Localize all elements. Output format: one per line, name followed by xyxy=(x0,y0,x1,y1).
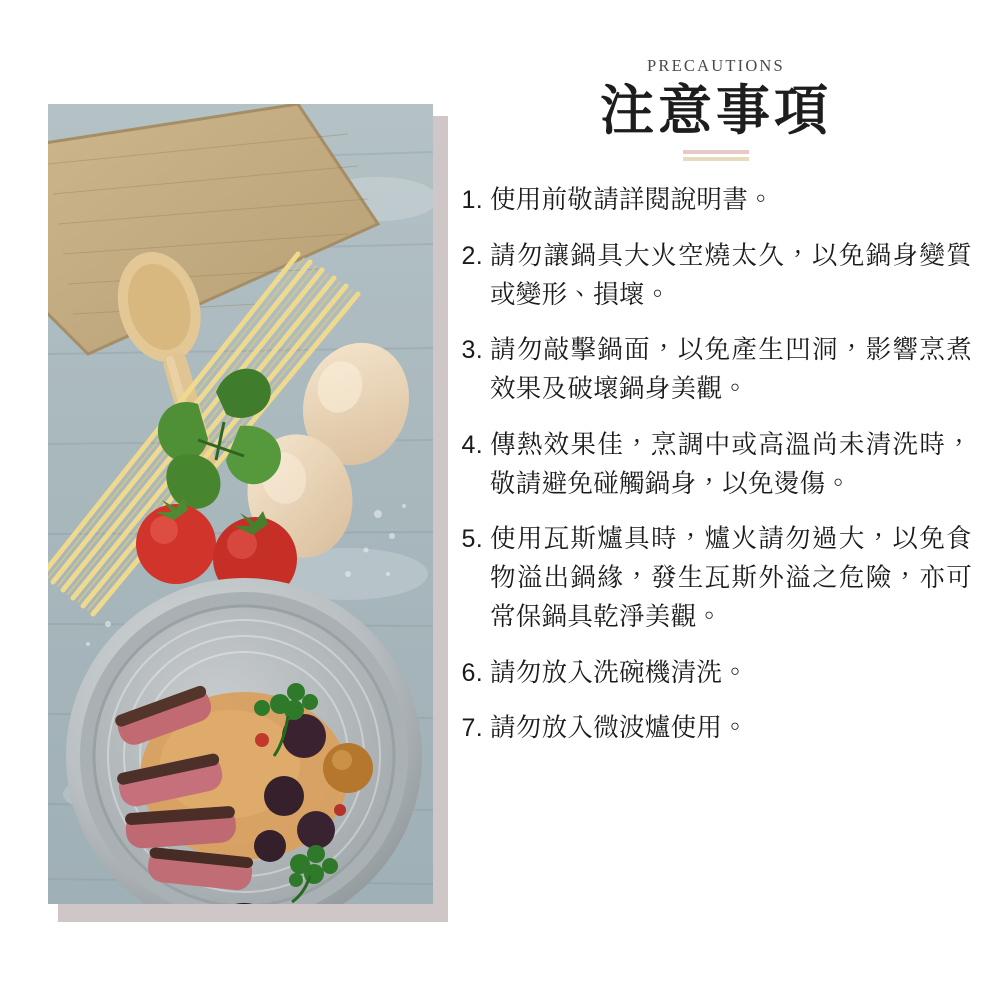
list-item xyxy=(460,426,972,504)
list-item-number: 6. xyxy=(461,658,483,687)
list-item-number: 7. xyxy=(461,714,483,743)
list-item xyxy=(460,237,972,315)
list-item-text: 請勿敲擊鍋面，以免產生凹洞，影響烹煮效果及破壞鍋身美觀。 xyxy=(490,336,972,404)
pan-with-steak-and-pasta-ingredients-photo xyxy=(48,104,433,904)
list-item-number: 3. xyxy=(461,336,483,365)
product-photo-block xyxy=(48,104,438,914)
list-item-text: 請勿放入洗碗機清洗。 xyxy=(490,658,749,687)
list-item xyxy=(460,520,972,636)
list-item xyxy=(460,654,972,693)
list-item xyxy=(460,181,972,220)
list-item-text: 傳熱效果佳，烹調中或高溫尚未清洗時，敬請避免碰觸鍋身，以免燙傷。 xyxy=(490,430,972,498)
list-item-number: 4. xyxy=(461,430,483,459)
list-item-number: 5. xyxy=(461,525,483,554)
list-item-text: 請勿放入微波爐使用。 xyxy=(490,714,749,743)
list-item-number: 2. xyxy=(461,241,483,270)
list-item-text: 使用瓦斯爐具時，爐火請勿過大，以免食物溢出鍋緣，發生瓦斯外溢之危險，亦可常保鍋具乾淨美觀。 xyxy=(490,525,972,631)
list-item xyxy=(460,331,972,409)
title-divider xyxy=(683,150,749,161)
list-item-text: 使用前敬請詳閱說明書。 xyxy=(490,186,774,215)
divider-bar-pink xyxy=(683,150,749,154)
page-title: 注意事項 xyxy=(600,81,832,141)
list-item-text: 請勿讓鍋具大火空燒太久，以免鍋身變質或變形、損壞。 xyxy=(490,241,972,309)
list-item-number: 1. xyxy=(461,186,483,215)
section-eyebrow: PRECAUTIONS xyxy=(647,56,785,75)
precautions-list xyxy=(460,181,972,748)
divider-bar-cream xyxy=(683,157,749,161)
precautions-content xyxy=(460,56,972,765)
list-item xyxy=(460,709,972,748)
